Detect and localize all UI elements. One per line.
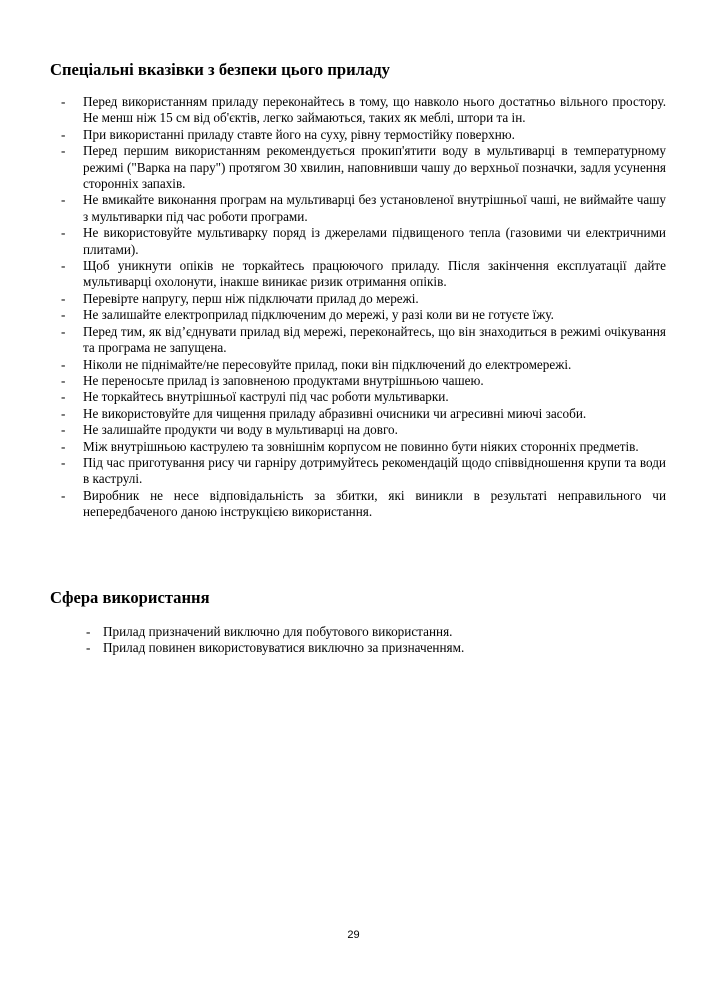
safety-list-item	[61, 143, 666, 192]
safety-section-title: Спеціальні вказівки з безпеки цього приладу	[50, 60, 390, 79]
safety-item-text: Перед використанням приладу переконайтесь в тому, що навколо нього достатньо вільного простору. Не менш ніж 15 см від об'єктів, легко займаються, таких як меблі, штори та ін.	[83, 94, 666, 126]
safety-item-text: Не використовуйте для чищення приладу абразивні очисники чи агресивні миючі засоби.	[83, 405, 587, 421]
bullet-dash: -	[61, 258, 66, 274]
bullet-dash: -	[61, 94, 66, 109]
safety-item-text: При використанні приладу ставте його на суху, рівну термостійку поверхню.	[83, 126, 515, 142]
scope-item-text: Прилад призначений виключно для побутового використання.	[103, 624, 453, 639]
safety-item-text: Не використовуйте мультиварку поряд із джерелами підвищеного тепла (газовими чи електричними плитами).	[83, 225, 666, 257]
safety-list-item	[61, 94, 666, 127]
safety-list-item	[61, 324, 666, 357]
safety-item-text: Не переносьте прилад із заповненою продуктами внутрішньою чашею.	[83, 372, 484, 388]
safety-item-text: Не торкайтесь внутрішньої каструлі під час роботи мультиварки.	[83, 389, 449, 405]
bullet-dash: -	[61, 290, 66, 306]
scope-list-item	[86, 624, 646, 640]
page-number: 29	[347, 929, 360, 941]
safety-list-item	[61, 225, 666, 258]
safety-item-text: Під час приготування рису чи гарніру дотримуйтесь рекомендацій щодо співвідношення крупи та води в каструлі.	[83, 454, 666, 487]
bullet-dash: -	[61, 487, 66, 503]
safety-list-item	[61, 422, 666, 438]
bullet-dash: -	[61, 307, 66, 323]
safety-list-item	[61, 127, 666, 143]
safety-list-item	[61, 439, 666, 455]
bullet-dash: -	[61, 389, 66, 405]
safety-list-item	[61, 258, 666, 291]
scope-list-item	[86, 640, 646, 656]
bullet-dash: -	[61, 143, 66, 159]
bullet-dash: -	[61, 323, 66, 339]
safety-item-text: Щоб уникнути опіків не торкайтесь працюючого приладу. Після закінчення експлуатації дайте мультиварці охолонути, інакше виникає ризик отримання опіків.	[83, 258, 666, 290]
safety-list-item	[61, 488, 666, 521]
safety-item-text: Не залишайте продукти чи воду в мультиварці на довго.	[83, 422, 398, 438]
safety-item-text: Виробник не несе відповідальність за збитки, які виникли в результаті неправильного чи непередбаченого даною інструкцією використання.	[83, 487, 666, 520]
scope-item-text: Прилад повинен використовуватися виключно за призначенням.	[103, 640, 465, 656]
safety-item-text: Ніколи не піднімайте/не пересовуйте прилад, поки він підключений до електромережі.	[83, 356, 572, 372]
safety-list-item	[61, 307, 666, 323]
bullet-dash: -	[61, 438, 66, 454]
bullet-dash: -	[61, 192, 66, 208]
safety-list-item	[61, 389, 666, 405]
safety-list-item	[61, 455, 666, 488]
safety-instructions-list	[61, 94, 666, 521]
bullet-dash: -	[61, 454, 66, 470]
bullet-dash: -	[61, 126, 66, 142]
safety-list-item	[61, 357, 666, 373]
scope-section-title: Сфера використання	[50, 588, 210, 607]
scope-of-use-list	[86, 624, 646, 657]
safety-item-text: Між внутрішньою каструлею та зовнішнім корпусом не повинно бути ніяких сторонніх предметів.	[83, 438, 639, 454]
safety-item-text: Перевірте напругу, перш ніж підключати прилад до мережі.	[83, 290, 419, 306]
bullet-dash: -	[61, 422, 66, 438]
safety-item-text: Не залишайте електроприлад підключеним до мережі, у разі коли ви не готуєте їжу.	[83, 307, 554, 323]
safety-list-item	[61, 291, 666, 307]
safety-list-item	[61, 406, 666, 422]
bullet-dash: -	[86, 624, 91, 639]
safety-item-text: Перед тим, як від’єднувати прилад від мережі, переконайтесь, що він знаходиться в режимі очікування та програма не запущена.	[83, 323, 666, 356]
bullet-dash: -	[61, 225, 66, 241]
safety-list-item	[61, 373, 666, 389]
bullet-dash: -	[61, 372, 66, 388]
safety-item-text: Перед першим використанням рекомендується прокип'ятити воду в мультиварці в температурному режимі ("Варка на пару") протягом 30 хвилин, наповнивши чашу до верхньої позначки, задля усунення сторонніх запахів.	[83, 143, 666, 192]
bullet-dash: -	[61, 405, 66, 421]
safety-item-text: Не вмикайте виконання програм на мультиварці без установленої внутрішньої чаші, не виймайте чашу з мультиварки під час роботи програми.	[83, 192, 666, 224]
bullet-dash: -	[86, 640, 91, 656]
bullet-dash: -	[61, 356, 66, 372]
safety-list-item	[61, 192, 666, 225]
